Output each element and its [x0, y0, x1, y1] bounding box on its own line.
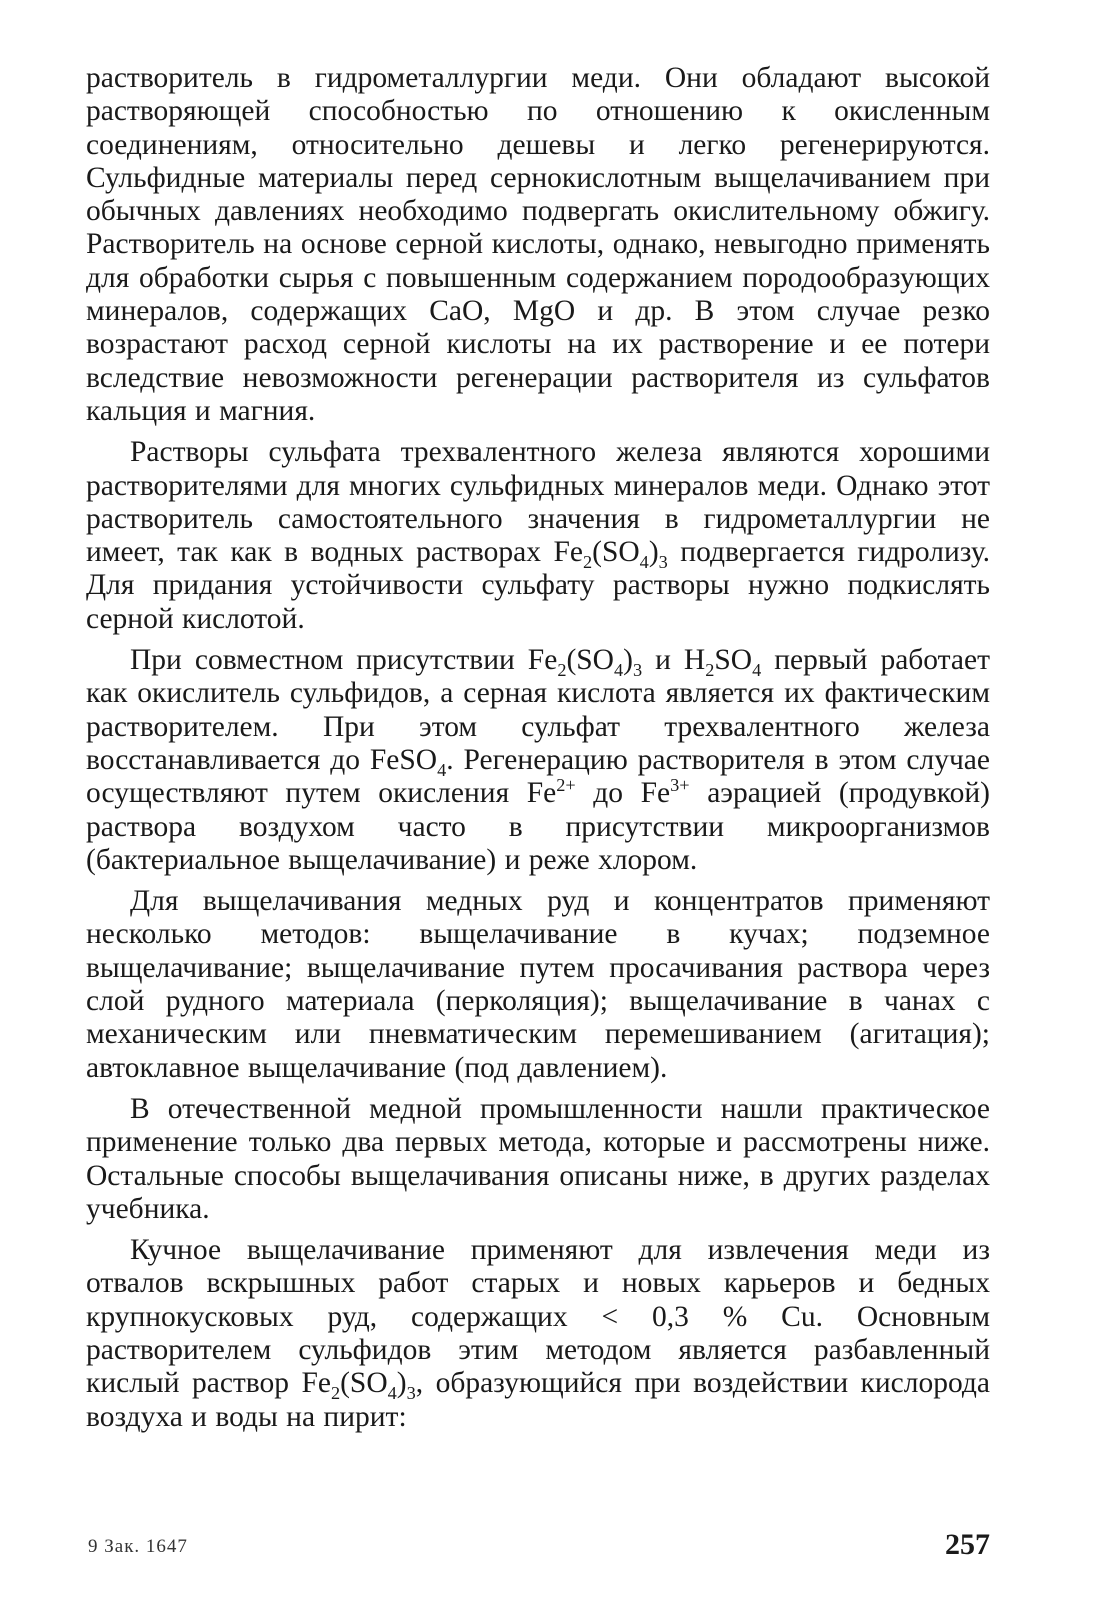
paragraph: Для выщелачивания медных руд и концентратов применяют несколько методов: выщелачивание в кучах; подземное выщелачивание; выщелачивание путем просачивания раствора через слой рудного материала (перколяция); выщелачивание в чанах с механическим или пневматическим перемешиванием (агитация); автоклавное выщелачивание (под давлением).	[86, 885, 990, 1084]
paragraph: При совместном присутствии $Fe_2(SO_4)_3$ и $H_2SO_4$ первый работает как окислитель сульфидов, а серная кислота является их фактическим растворителем. При этом сульфат трехвалентного железа восстанавливается до FeSO$_4$. Регенерацию растворителя в этом случае осуществляют путем окисления $Fe^{2+}$ до $Fe^{3+}$ аэрацией (продувкой) раствора воздухом часто в присутствии микроорганизмов (бактериальное выщелачивание) и реже хлором.	[86, 644, 990, 876]
paragraph: Кучное выщелачивание применяют для извлечения меди из отвалов вскрышных работ старых и новых карьеров и бедных крупнокусковых руд, содержащих < 0,3 % Cu. Основным растворителем сульфидов этим методом является разбавленный кислый раствор $Fe_2(SO_4)_3$, образующийся при воздействии кислорода воздуха и воды на пирит:	[86, 1234, 990, 1433]
page-number: 257	[945, 1528, 990, 1561]
paragraph: растворитель в гидрометаллургии меди. Они обладают высокой растворяющей способностью по отношению к окисленным соединениям, относительно дешевы и легко регенерируются. Сульфидные материалы перед сернокислотным выщелачиванием при обычных давлениях необходимо подвергать окислительному обжигу. Растворитель на основе серной кислоты, однако, невыгодно применять для обработки сырья с повышенным содержанием породообразующих минералов, содержащих CaO, MgO и др. В этом случае резко возрастают расход серной кислоты на их растворение и ее потери вследствие невозможности регенерации растворителя из сульфатов кальция и магния.	[86, 62, 990, 427]
page-footer	[86, 1528, 990, 1568]
paragraph: Растворы сульфата трехвалентного железа являются хорошими растворителями для многих сульфидных минералов меди. Однако этот растворитель самостоятельного значения в гидрометаллургии не имеет, так как в водных растворах $Fe_2(SO_4)_3$ подвергается гидролизу. Для придания устойчивости сульфату растворы нужно подкислять серной кислотой.	[86, 436, 990, 635]
paragraph: В отечественной медной промышленности нашли практическое применение только два первых метода, которые и рассмотрены ниже. Остальные способы выщелачивания описаны ниже, в других разделах учебника.	[86, 1092, 990, 1225]
printer-signature: 9 Зак. 1647	[88, 1536, 188, 1557]
page-body	[86, 62, 990, 1442]
